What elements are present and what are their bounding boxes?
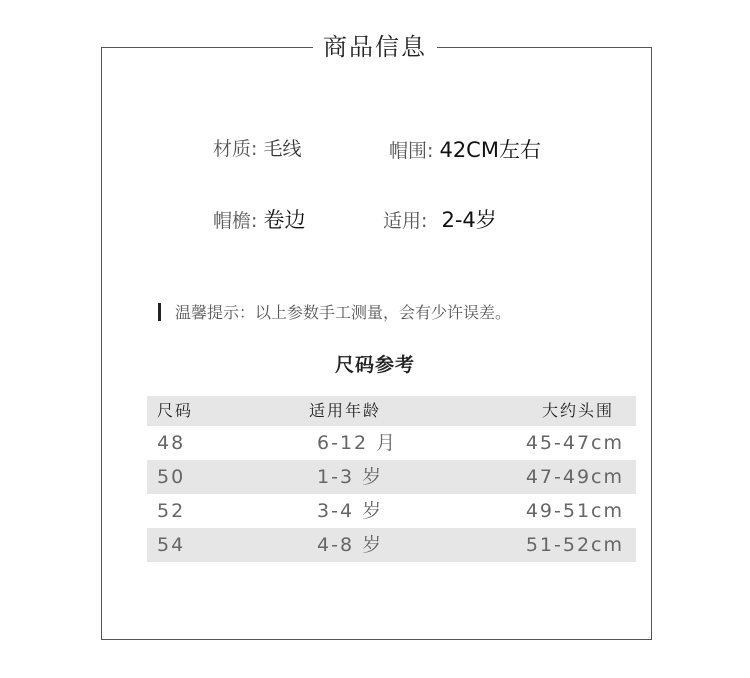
attr-brim — [213, 204, 305, 234]
material-label: 材质: — [213, 138, 258, 160]
size-table-title: 尺码参考 — [334, 354, 415, 376]
header-size: 尺码 — [157, 401, 194, 420]
row-head: 49-51cm — [525, 500, 624, 522]
table-row — [147, 494, 636, 528]
table-header-row — [147, 396, 636, 426]
fit-value: 2-4岁 — [441, 208, 497, 232]
tip-text: 温馨提示：以上参数手工测量，会有少许误差。 — [175, 303, 512, 322]
material-value: 毛线 — [263, 138, 302, 160]
warm-tip — [158, 300, 511, 323]
brim-label: 帽檐: — [213, 210, 258, 232]
section-title-wrap — [0, 30, 750, 64]
table-row — [147, 460, 636, 494]
row-age: 6-12 月 — [317, 432, 398, 454]
circumference-value: 42CM左右 — [439, 138, 541, 162]
table-row — [147, 528, 636, 562]
brim-value: 卷边 — [263, 208, 306, 232]
row-age: 3-4 岁 — [317, 500, 384, 522]
row-size: 48 — [157, 432, 186, 454]
attr-circumference — [389, 134, 541, 164]
row-age: 1-3 岁 — [317, 466, 384, 488]
circumference-label: 帽围: — [389, 140, 434, 162]
row-size: 50 — [157, 466, 186, 488]
fit-label: 适用: — [383, 210, 428, 232]
row-size: 52 — [157, 500, 186, 522]
size-table — [147, 396, 636, 562]
header-head: 大约头围 — [541, 401, 614, 420]
tip-bar-icon — [158, 303, 161, 321]
table-row — [147, 426, 636, 460]
row-age: 4-8 岁 — [317, 534, 384, 556]
attr-fit — [383, 204, 497, 234]
row-head: 51-52cm — [525, 534, 624, 556]
row-head: 45-47cm — [525, 432, 624, 454]
attr-material — [213, 134, 301, 161]
row-size: 54 — [157, 534, 186, 556]
row-head: 47-49cm — [525, 466, 624, 488]
section-title: 商品信息 — [313, 30, 437, 64]
header-age: 适用年龄 — [309, 401, 382, 420]
